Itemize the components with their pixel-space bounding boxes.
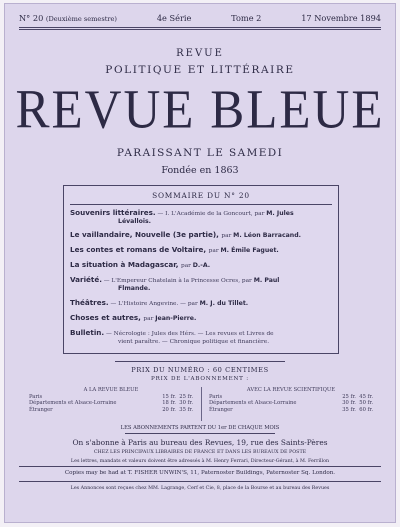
subscription-table-revue-scientifique	[209, 387, 373, 413]
subscription-price-1y: 60 fr.	[359, 406, 373, 413]
subscription-tables	[29, 387, 371, 423]
subscription-separator	[201, 387, 202, 421]
toc-entry-author: D.-A.	[192, 262, 211, 269]
subscription-price-1y: 45 fr.	[359, 393, 373, 400]
subscription-row	[209, 407, 373, 414]
toc-entry-author: M. Paul	[253, 277, 280, 284]
subscription-row	[29, 407, 193, 414]
subscription-title: PRIX DE L'ABONNEMENT :	[151, 376, 249, 382]
subscription-price-1y: 30 fr.	[179, 400, 193, 407]
subscription-label: Départements et Alsace-Lorraine	[29, 400, 117, 407]
table-of-contents	[63, 185, 339, 354]
masthead-revue: REVUE	[176, 48, 224, 59]
toc-entry-heading: Souvenirs littéraires.	[70, 209, 156, 217]
subscription-head: AVEC LA REVUE SCIENTIFIQUE	[246, 387, 336, 393]
subscription-table-revue-bleue	[29, 387, 193, 413]
toc-entry-detail: par	[181, 263, 193, 269]
issue-date: 17 Novembre 1894	[301, 13, 381, 23]
toc-entry-author: M. Jules	[266, 210, 294, 217]
subscription-terms: LES ABONNEMENTS PARTENT DU 1er DE CHAQUE MOIS	[120, 425, 280, 431]
subscription-label: Étranger	[209, 406, 233, 413]
toc-entry-heading: Les contes et romans de Voltaire,	[70, 246, 209, 254]
toc-entry-author: M. Léon Barracand.	[233, 232, 301, 239]
toc-entry-detail: par	[208, 248, 221, 254]
subscription-row	[29, 400, 193, 407]
toc-entry-heading: Bulletin.	[70, 329, 105, 337]
subscription-price-6m: 30 fr.	[342, 400, 356, 407]
subscription-price-6m: 35 fr.	[342, 406, 356, 413]
subscription-price-6m: 20 fr.	[162, 406, 176, 413]
issue-price: PRIX DU NUMÉRO : 60 CENTIMES	[131, 366, 269, 374]
subscription-price-1y: 35 fr.	[179, 406, 193, 413]
issue-series: 4e Série	[156, 13, 192, 23]
magazine-cover	[4, 3, 396, 523]
toc-entry	[70, 276, 332, 293]
issue-header	[19, 13, 381, 23]
subscription-price-6m: 15 fr.	[162, 393, 176, 400]
toc-title: SOMMAIRE DU N° 20	[152, 191, 250, 200]
header-rule-bottom	[19, 29, 381, 30]
toc-entry-detail: — I. L'Académie de la Goncourt, par	[155, 211, 267, 217]
toc-entry-author: M. J. du Tillet.	[199, 300, 249, 307]
subscription-label: Paris	[209, 393, 223, 400]
toc-entry-author-cont: Lévallois.	[118, 218, 151, 225]
subscription-price-1y: 25 fr.	[179, 393, 193, 400]
footer-rule-3	[19, 481, 381, 482]
masthead-subtitle: POLITIQUE ET LITTÉRAIRE	[105, 64, 295, 76]
issue-number-group	[19, 13, 117, 23]
advertising-line: Les Annonces sont reçues chez MM. Lagrange, Cerf et Cie, 8, place de la Bourse et au bureau des Revues	[70, 486, 330, 491]
toc-entry	[70, 329, 332, 346]
price-rule	[115, 361, 285, 362]
subscription-price-6m: 25 fr.	[342, 393, 356, 400]
issue-tome: Tome 2	[231, 13, 262, 23]
header-rule-top	[19, 27, 381, 28]
toc-entry-detail: par	[221, 233, 234, 239]
masthead-founded: Fondée en 1863	[161, 165, 239, 176]
subscription-price-6m: 18 fr.	[162, 400, 176, 407]
toc-entry	[70, 299, 332, 308]
subscription-row	[209, 400, 373, 407]
toc-entry-detail: — L'Histoire Angevine. — par	[108, 301, 200, 307]
subscription-label: Départements et Alsace-Lorraine	[209, 400, 297, 407]
toc-entry-heading: Variété.	[70, 276, 102, 284]
subscription-price-1y: 50 fr.	[359, 400, 373, 407]
letters-line: Les lettres, mandats et valeurs doivent être adressés à M. Henry Ferrari, Directeur-Gérant, à M. Ferrillon	[70, 459, 330, 464]
toc-entry	[70, 246, 332, 255]
issue-number: N° 20	[19, 13, 44, 23]
london-copies-line: Copies may be had at T. FISHER UNWIN'S, 11, Paternoster Buildings, Paternoster Sq. London.	[64, 470, 336, 476]
toc-entry-detail-cont: vient paraître. — Chronique politique et financière.	[118, 339, 270, 345]
toc-entry-heading: Théâtres.	[70, 299, 109, 307]
booksellers-line: CHEZ LES PRINCIPAUX LIBRAIRES DE FRANCE ET DANS LES BUREAUX DE POSTE	[93, 450, 307, 455]
footer-rule	[125, 433, 275, 434]
subscription-head: A LA REVUE BLEUE	[83, 387, 139, 393]
issue-semester: (Deuxième semestre)	[45, 15, 117, 23]
toc-entry	[70, 231, 332, 240]
masthead-parution: PARAISSANT LE SAMEDI	[116, 147, 284, 159]
subscription-address: On s'abonne à Paris au bureau des Revues, 19, rue des Saints-Pères	[72, 438, 328, 447]
subscription-label: Paris	[29, 393, 43, 400]
toc-entry-author: M. Émile Faguet.	[220, 247, 279, 254]
toc-entry-author-cont: Flmande.	[118, 285, 151, 292]
toc-entry-heading: La situation à Madagascar,	[70, 261, 181, 269]
subscription-label: Étranger	[29, 406, 53, 413]
toc-entry-detail: — Nécrologie : Jules des Hérs. — Les revues et Livres de	[104, 331, 274, 337]
toc-entry-heading: Le vaillandaire, Nouvelle (3e partie),	[70, 231, 222, 239]
toc-entry-author: Jean-Pierre.	[155, 315, 197, 322]
masthead-title: REVUE BLEUE	[15, 79, 385, 141]
toc-entry	[70, 209, 332, 226]
toc-entry	[70, 261, 332, 270]
toc-entry-detail: par	[143, 316, 156, 322]
toc-entry	[70, 314, 332, 323]
toc-entry-detail: — L'Empereur Chatelain à la Princesse Ocres, par	[101, 278, 254, 284]
toc-entry-heading: Choses et autres,	[70, 314, 144, 322]
toc-rule	[70, 204, 332, 205]
footer-rule-2	[19, 466, 381, 467]
